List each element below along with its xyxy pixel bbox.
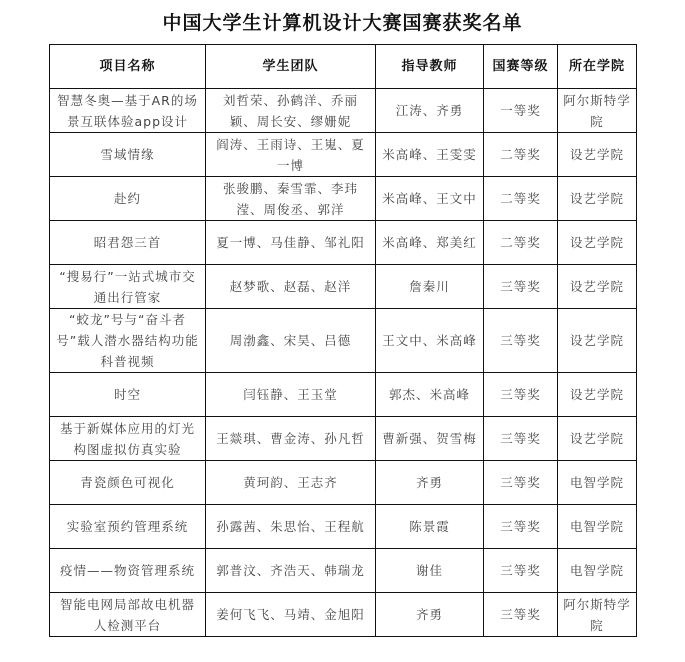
award-level-cell: 三等奖: [484, 461, 558, 505]
advisor-cell: 王文中、米高峰: [376, 309, 484, 373]
advisor-cell: 米高峰、王文中: [376, 177, 484, 221]
column-header: 学生团队: [206, 45, 376, 89]
table-row: [50, 89, 637, 133]
award-level-cell: 三等奖: [484, 549, 558, 593]
student-team-cell: 郭普汶、齐浩天、韩瑞龙: [206, 549, 376, 593]
student-team-cell: 黄珂韵、王志齐: [206, 461, 376, 505]
award-level-cell: 三等奖: [484, 309, 558, 373]
college-cell: 电智学院: [558, 549, 637, 593]
table-row: [50, 417, 637, 461]
college-cell: 电智学院: [558, 461, 637, 505]
advisor-cell: 詹秦川: [376, 265, 484, 309]
table-row: [50, 549, 637, 593]
project-name-cell: “搜易行”一站式城市交通出行管家: [50, 265, 206, 309]
table-row: [50, 177, 637, 221]
column-header: 指导教师: [376, 45, 484, 89]
college-cell: 阿尔斯特学院: [558, 593, 637, 637]
advisor-cell: 齐勇: [376, 593, 484, 637]
table-row: [50, 373, 637, 417]
advisor-cell: 齐勇: [376, 461, 484, 505]
award-level-cell: 一等奖: [484, 89, 558, 133]
project-name-cell: 昭君怨三首: [50, 221, 206, 265]
project-name-cell: 赴约: [50, 177, 206, 221]
project-name-cell: 青瓷颜色可视化: [50, 461, 206, 505]
award-level-cell: 二等奖: [484, 133, 558, 177]
column-header: 国赛等级: [484, 45, 558, 89]
advisor-cell: 谢佳: [376, 549, 484, 593]
college-cell: 设艺学院: [558, 417, 637, 461]
college-cell: 设艺学院: [558, 177, 637, 221]
award-level-cell: 三等奖: [484, 593, 558, 637]
college-cell: 设艺学院: [558, 373, 637, 417]
student-team-cell: 孙露茜、朱思怡、王程航: [206, 505, 376, 549]
table-row: [50, 133, 637, 177]
college-cell: 设艺学院: [558, 221, 637, 265]
award-level-cell: 三等奖: [484, 265, 558, 309]
college-cell: 设艺学院: [558, 265, 637, 309]
college-cell: 阿尔斯特学院: [558, 89, 637, 133]
award-level-cell: 三等奖: [484, 505, 558, 549]
award-level-cell: 三等奖: [484, 373, 558, 417]
project-name-cell: 实验室预约管理系统: [50, 505, 206, 549]
student-team-cell: 闫钰静、王玉堂: [206, 373, 376, 417]
award-level-cell: 二等奖: [484, 177, 558, 221]
project-name-cell: “蛟龙”号与“奋斗者号”载人潜水器结构功能科普视频: [50, 309, 206, 373]
advisor-cell: 陈景霞: [376, 505, 484, 549]
column-header: 所在学院: [558, 45, 637, 89]
column-header: 项目名称: [50, 45, 206, 89]
student-team-cell: 张骏鹏、秦雪霏、李玮滢、周俊丞、郭洋: [206, 177, 376, 221]
advisor-cell: 米高峰、王雯雯: [376, 133, 484, 177]
award-table: [49, 44, 637, 637]
table-row: [50, 309, 637, 373]
advisor-cell: 米高峰、郑美红: [376, 221, 484, 265]
project-name-cell: 智慧冬奥—基于AR的场景互联体验app设计: [50, 89, 206, 133]
student-team-cell: 赵梦歌、赵磊、赵洋: [206, 265, 376, 309]
student-team-cell: 王燚琪、曹金涛、孙凡哲: [206, 417, 376, 461]
advisor-cell: 郭杰、米高峰: [376, 373, 484, 417]
college-cell: 设艺学院: [558, 133, 637, 177]
document-title: 中国大学生计算机设计大赛国赛获奖名单: [162, 12, 523, 34]
project-name-cell: 智能电网局部故电机器人检测平台: [50, 593, 206, 637]
table-row: [50, 265, 637, 309]
project-name-cell: 时空: [50, 373, 206, 417]
table-row: [50, 461, 637, 505]
table-row: [50, 593, 637, 637]
student-team-cell: 刘哲荣、孙鹤洋、乔丽颖、周长安、缪姗妮: [206, 89, 376, 133]
table-header-row: [50, 45, 637, 89]
advisor-cell: 江涛、齐勇: [376, 89, 484, 133]
award-level-cell: 三等奖: [484, 417, 558, 461]
student-team-cell: 夏一博、马佳静、邹礼阳: [206, 221, 376, 265]
student-team-cell: 周渤鑫、宋昊、吕德: [206, 309, 376, 373]
student-team-cell: 姜何飞飞、马靖、金旭阳: [206, 593, 376, 637]
project-name-cell: 雪域情缘: [50, 133, 206, 177]
advisor-cell: 曹新强、贺雪梅: [376, 417, 484, 461]
student-team-cell: 阎涛、王雨诗、王嵬、夏一博: [206, 133, 376, 177]
project-name-cell: 基于新媒体应用的灯光构图虚拟仿真实验: [50, 417, 206, 461]
college-cell: 电智学院: [558, 505, 637, 549]
table-row: [50, 221, 637, 265]
college-cell: 设艺学院: [558, 309, 637, 373]
award-level-cell: 二等奖: [484, 221, 558, 265]
project-name-cell: 疫情——物资管理系统: [50, 549, 206, 593]
table-row: [50, 505, 637, 549]
